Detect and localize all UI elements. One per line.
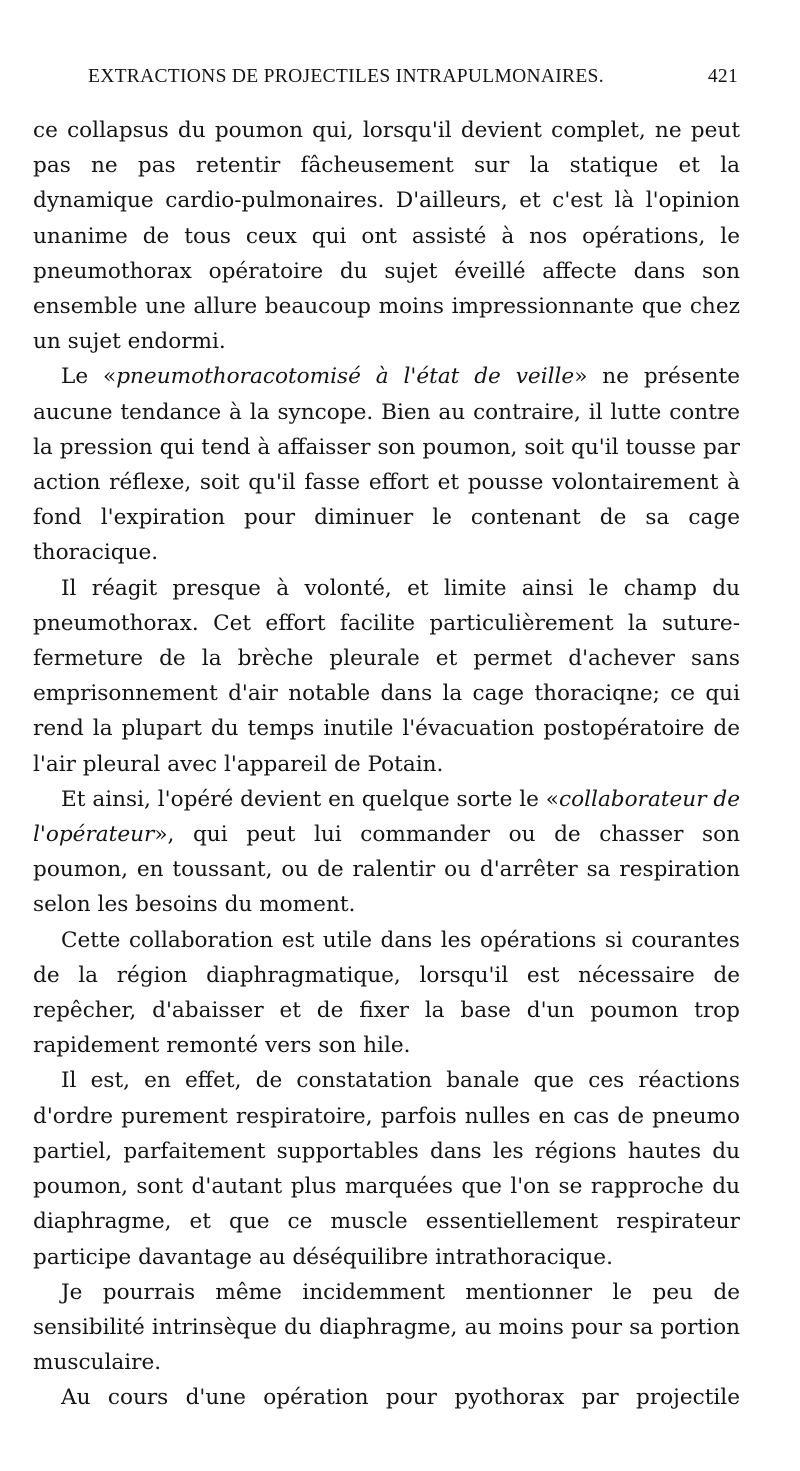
- body-text: [33, 113, 740, 1416]
- paragraph: Je pourrais même incidemment mentionner le peu de sensibilité intrinsèque du diaphragme, au moins pour sa portion musculaire.: [33, 1279, 740, 1376]
- page-number: 421: [707, 66, 738, 87]
- paragraph: Et ainsi, l'opéré devient en quelque sorte le «collaborateur de l'opérateur», qui peut lui commander ou de chasser son poumon, en toussant, ou de ralentir ou d'arrêter sa respiration selon les besoins du moment.: [33, 786, 741, 918]
- running-head: [88, 66, 738, 96]
- italic-phrase: collaborateur de l'opérateur: [33, 786, 741, 848]
- running-title: EXTRACTIONS DE PROJECTILES INTRAPULMONAIRES.: [88, 66, 604, 87]
- paragraph: Il réagit presque à volonté, et limite ainsi le champ du pneumothorax. Cet effort facilite particulièrement la suture-fermeture de la brèche pleurale et permet d'achever sans emprisonnement d'air notable dans la cage thoraciqne; ce qui rend la plupart du temps inutile l'évacuation postopératoire de l'air pleural avec l'appareil de Potain.: [33, 575, 740, 777]
- paragraph: Le «pneumothoracotomisé à l'état de veille» ne présente aucune tendance à la syncope. Bien au contraire, il lutte contre la pression qui tend à affaisser son poumon, soit qu'il tousse par action réflexe, soit qu'il fasse effort et pousse volontairement à fond l'expiration pour diminuer le contenant de sa cage thoracique.: [33, 364, 740, 566]
- paragraph: Au cours d'une opération pour pyothorax par projectile: [61, 1385, 740, 1411]
- paragraph: Il est, en effet, de constatation banale que ces réactions d'ordre purement respiratoire, parfois nulles en cas de pneumo partiel, parfaitement supportables dans les régions hautes du poumon, sont d'autant plus marquées que l'on se rapproche du diaphragme, et que ce muscle essentiellement respirateur participe davantage au déséquilibre intrathoracique.: [33, 1068, 740, 1270]
- paragraph: Cette collaboration est utile dans les opérations si courantes de la région diaphragmatique, lorsqu'il est nécessaire de repêcher, d'abaisser et de fixer la base d'un poumon trop rapidement remonté vers son hile.: [33, 927, 740, 1059]
- italic-phrase: pneumothoracotomisé à l'état de veille: [116, 364, 575, 390]
- paragraph: ce collapsus du poumon qui, lorsqu'il devient complet, ne peut pas ne pas retentir fâcheusement sur la statique et la dynamique cardio-pulmonaires. D'ailleurs, et c'est là l'opinion unanime de tous ceux qui ont assisté à nos opérations, le pneumothorax opératoire du sujet éveillé affecte dans son ensemble une allure beaucoup moins impressionnante que chez un sujet endormi.: [33, 118, 740, 355]
